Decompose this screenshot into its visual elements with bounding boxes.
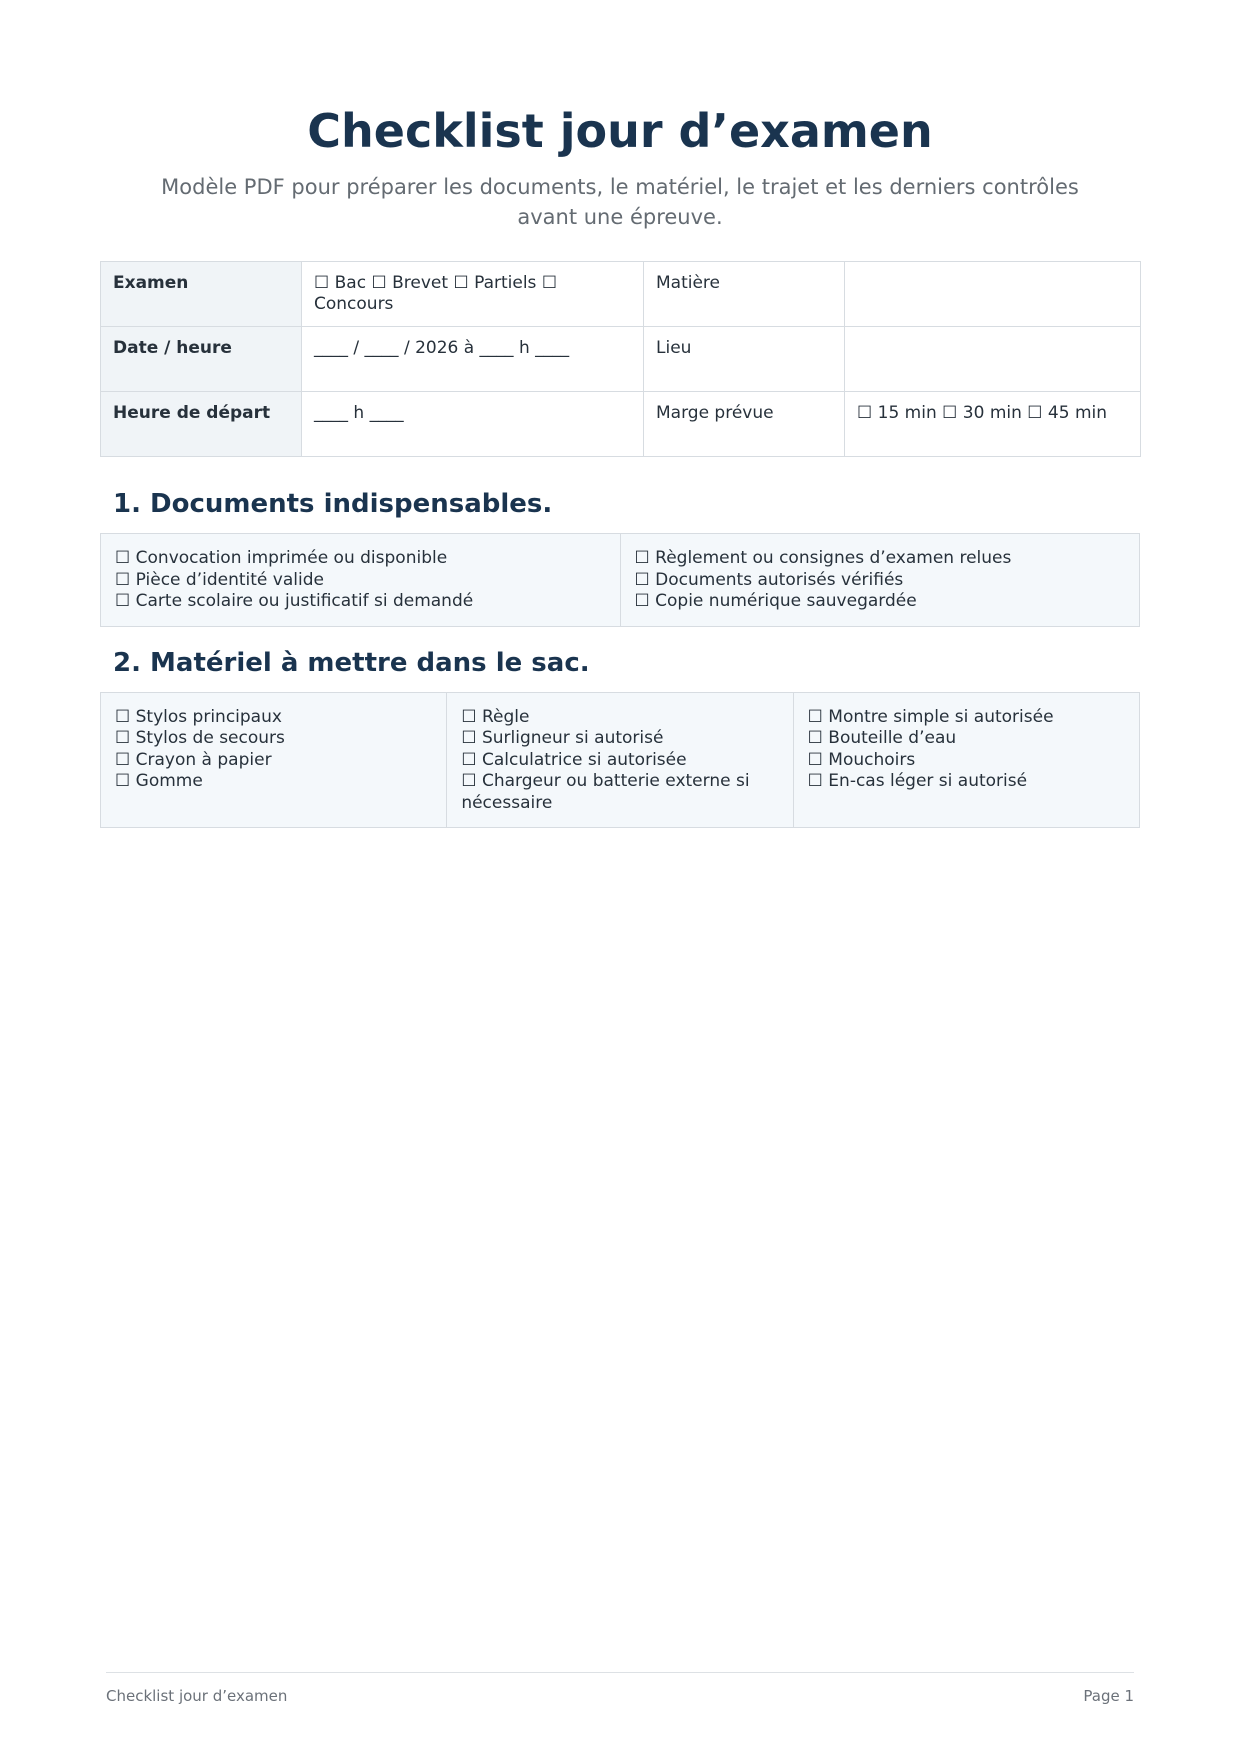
info-label-departure: Heure de départ (101, 392, 302, 457)
checklist-item[interactable]: ☐ Documents autorisés vérifiés (634, 569, 904, 590)
checklist-item[interactable]: ☐ Pièce d’identité valide (115, 569, 324, 590)
checklist-item[interactable]: ☐ Calculatrice si autorisée (461, 749, 687, 770)
checklist-item[interactable]: ☐ Carte scolaire ou justificatif si demandé (115, 591, 474, 611)
info-row-date (101, 327, 1141, 392)
checklist-item[interactable]: ☐ Crayon à papier (115, 749, 272, 770)
checklist-item[interactable]: ☐ Stylos principaux (115, 706, 282, 727)
documents-column-2 (620, 534, 1140, 627)
info-value-margin[interactable]: ☐ 15 min ☐ 30 min ☐ 45 min (845, 392, 1141, 457)
materials-checklist (100, 692, 1140, 829)
info-label-exam: Examen (101, 262, 302, 327)
info-value-date[interactable]: ____ / ____ / 2026 à ____ h ____ (302, 327, 644, 392)
documents-checklist (100, 533, 1140, 627)
info-row-departure (101, 392, 1141, 457)
materials-column-2 (447, 692, 793, 828)
info-row-exam (101, 262, 1141, 327)
info-value-departure[interactable]: ____ h ____ (302, 392, 644, 457)
checklist-item[interactable]: ☐ Surligneur si autorisé (461, 728, 664, 748)
checklist-item[interactable]: ☐ Règlement ou consignes d’examen relues (634, 548, 1012, 568)
checklist-item[interactable]: ☐ Mouchoirs (807, 749, 916, 770)
info-value-subject[interactable] (845, 262, 1141, 327)
info-value-exam-type[interactable]: ☐ Bac ☐ Brevet ☐ Partiels ☐ Concours (302, 262, 644, 327)
info-label-margin: Marge prévue (644, 392, 845, 457)
materials-column-1 (101, 692, 447, 828)
checklist-item[interactable]: ☐ Chargeur ou batterie externe si nécessaire (461, 771, 750, 813)
checklist-item[interactable]: ☐ En-cas léger si autorisé (807, 771, 1028, 791)
checklist-item[interactable]: ☐ Bouteille d’eau (807, 728, 957, 748)
info-label-place: Lieu (644, 327, 845, 392)
section-title-materials: 2. Matériel à mettre dans le sac. (113, 647, 590, 678)
checklist-item[interactable]: ☐ Règle (461, 706, 530, 727)
page-title: Checklist jour d’examen (307, 104, 933, 158)
footer-divider (106, 1672, 1134, 1673)
section-title-documents: 1. Documents indispensables. (113, 489, 553, 519)
footer-page-number: Page 1 (1083, 1687, 1134, 1705)
info-label-date: Date / heure (101, 327, 302, 392)
checklist-item[interactable]: ☐ Gomme (115, 771, 203, 791)
info-value-place[interactable] (845, 327, 1141, 392)
exam-info-table (100, 261, 1141, 457)
info-label-subject: Matière (644, 262, 845, 327)
document-page (100, 0, 1140, 828)
checklist-item[interactable]: ☐ Copie numérique sauvegardée (634, 591, 917, 611)
checklist-item[interactable]: ☐ Stylos de secours (115, 728, 285, 748)
checklist-item[interactable]: ☐ Montre simple si autorisée (807, 706, 1054, 727)
checklist-item[interactable]: ☐ Convocation imprimée ou disponible (115, 548, 448, 568)
footer-document-title: Checklist jour d’examen (106, 1687, 288, 1705)
materials-column-3 (793, 692, 1139, 828)
documents-column-1 (101, 534, 621, 627)
page-subtitle: Modèle PDF pour préparer les documents, le matériel, le trajet et les derniers contrôles avant une épreuve. (161, 175, 1079, 229)
